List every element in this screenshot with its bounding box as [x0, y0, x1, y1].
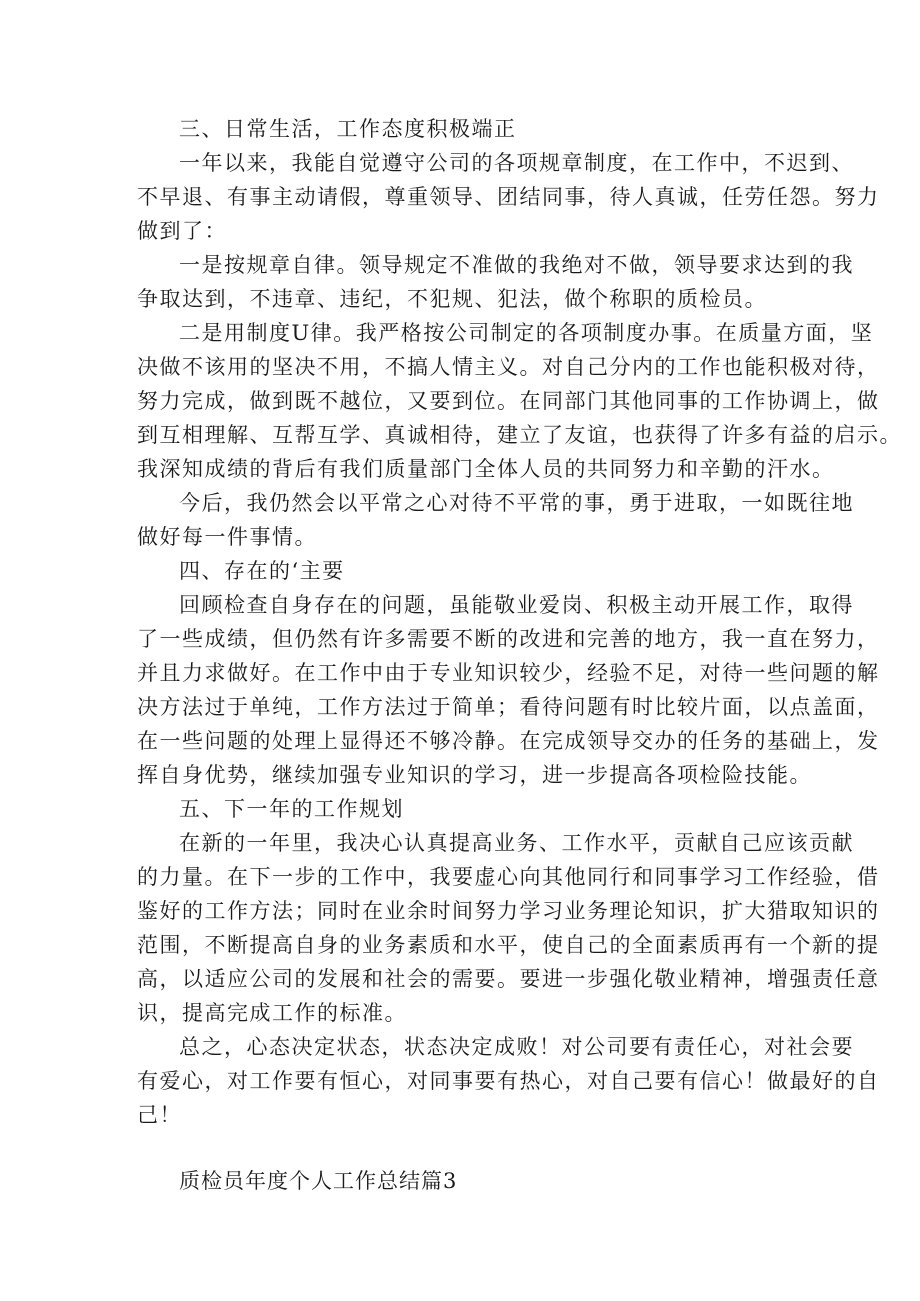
text-line: 五、下一年的工作规划 — [179, 797, 404, 821]
text-line: 在新的一年里，我决心认真提高业务、工作水平，贡献自己应该贡献 — [179, 831, 854, 855]
text-line: 争取达到，不违章、违纪，不犯规、犯法，做个称职的质检员。 — [137, 287, 767, 311]
text-line: 在一些问题的处理上显得还不够冷静。在完成领导交办的任务的基础上，发 — [137, 729, 880, 753]
text-line: 一年以来，我能自觉遵守公司的各项规章制度，在工作中，不迟到、 — [179, 151, 854, 175]
text-line: 做到了： — [137, 219, 227, 243]
document-body — [137, 112, 902, 1132]
text-line: 努力完成，做到既不越位，又要到位。在同部门其他同事的工作协调上，做 — [137, 389, 880, 413]
text-line: 决做不该用的坚决不用，不搞人情主义。对自己分内的工作也能积极对待， — [137, 355, 880, 379]
text-line: 了一些成绩，但仍然有许多需要不断的改进和完善的地方，我一直在努力， — [137, 627, 880, 651]
text-line: 不早退、有事主动请假，尊重领导、团结同事，待人真诚，任劳任怨。努力 — [137, 185, 880, 209]
text-line: 四、存在的‘主要 — [179, 559, 345, 583]
text-line: 做好每一件事情。 — [137, 525, 317, 549]
text-line: 识，提高完成工作的标准。 — [137, 1001, 407, 1025]
text-line: 我深知成绩的背后有我们质量部门全体人员的共同努力和辛勤的汗水。 — [137, 457, 835, 481]
text-line: 决方法过于单纯，工作方法过于简单；看待问题有时比较片面，以点盖面， — [137, 695, 880, 719]
text-line: 高，以适应公司的发展和社会的需要。要进一步强化敬业精神，增强责任意 — [137, 967, 880, 991]
text-line: 鉴好的工作方法；同时在业余时间努力学习业务理论知识，扩大猎取知识的 — [137, 899, 880, 923]
text-line: 并且力求做好。在工作中由于专业知识较少，经验不足，对待一些问题的解 — [137, 661, 880, 685]
text-line: 三、日常生活，工作态度积极端正 — [179, 117, 517, 141]
text-line: 挥自身优势，继续加强专业知识的学习，进一步提高各项检险技能。 — [137, 763, 812, 787]
text-line: 一是按规章自律。领导规定不准做的我绝对不做，领导要求达到的我 — [179, 253, 854, 277]
text-line: 的力量。在下一步的工作中，我要虚心向其他同行和同事学习工作经验，借 — [137, 865, 880, 889]
text-line: 今后，我仍然会以平常之心对待不平常的事，勇于进取，一如既往地 — [179, 491, 854, 515]
text-line: 有爱心，对工作要有恒心，对同事要有热心，对自己要有信心！做最好的自 — [137, 1069, 880, 1093]
text-line: 回顾检查自身存在的问题，虽能敬业爱岗、积极主动开展工作，取得 — [179, 593, 854, 617]
text-line: 到互相理解、互帮互学、真诚相待，建立了友谊，也获得了许多有益的启示。 — [137, 423, 902, 447]
text-line: 己！ — [137, 1103, 182, 1127]
text-line: 总之，心态决定状态，状态决定成败！对公司要有责任心，对社会要 — [179, 1035, 854, 1059]
text-line: 二是用制度U律。我严格按公司制定的各项制度办事。在质量方面，坚 — [179, 321, 874, 345]
next-section-title: 质检员年度个人工作总结篇3 — [179, 1169, 458, 1193]
text-line: 范围，不断提高自身的业务素质和水平，使自己的全面素质再有一个新的提 — [137, 933, 880, 957]
